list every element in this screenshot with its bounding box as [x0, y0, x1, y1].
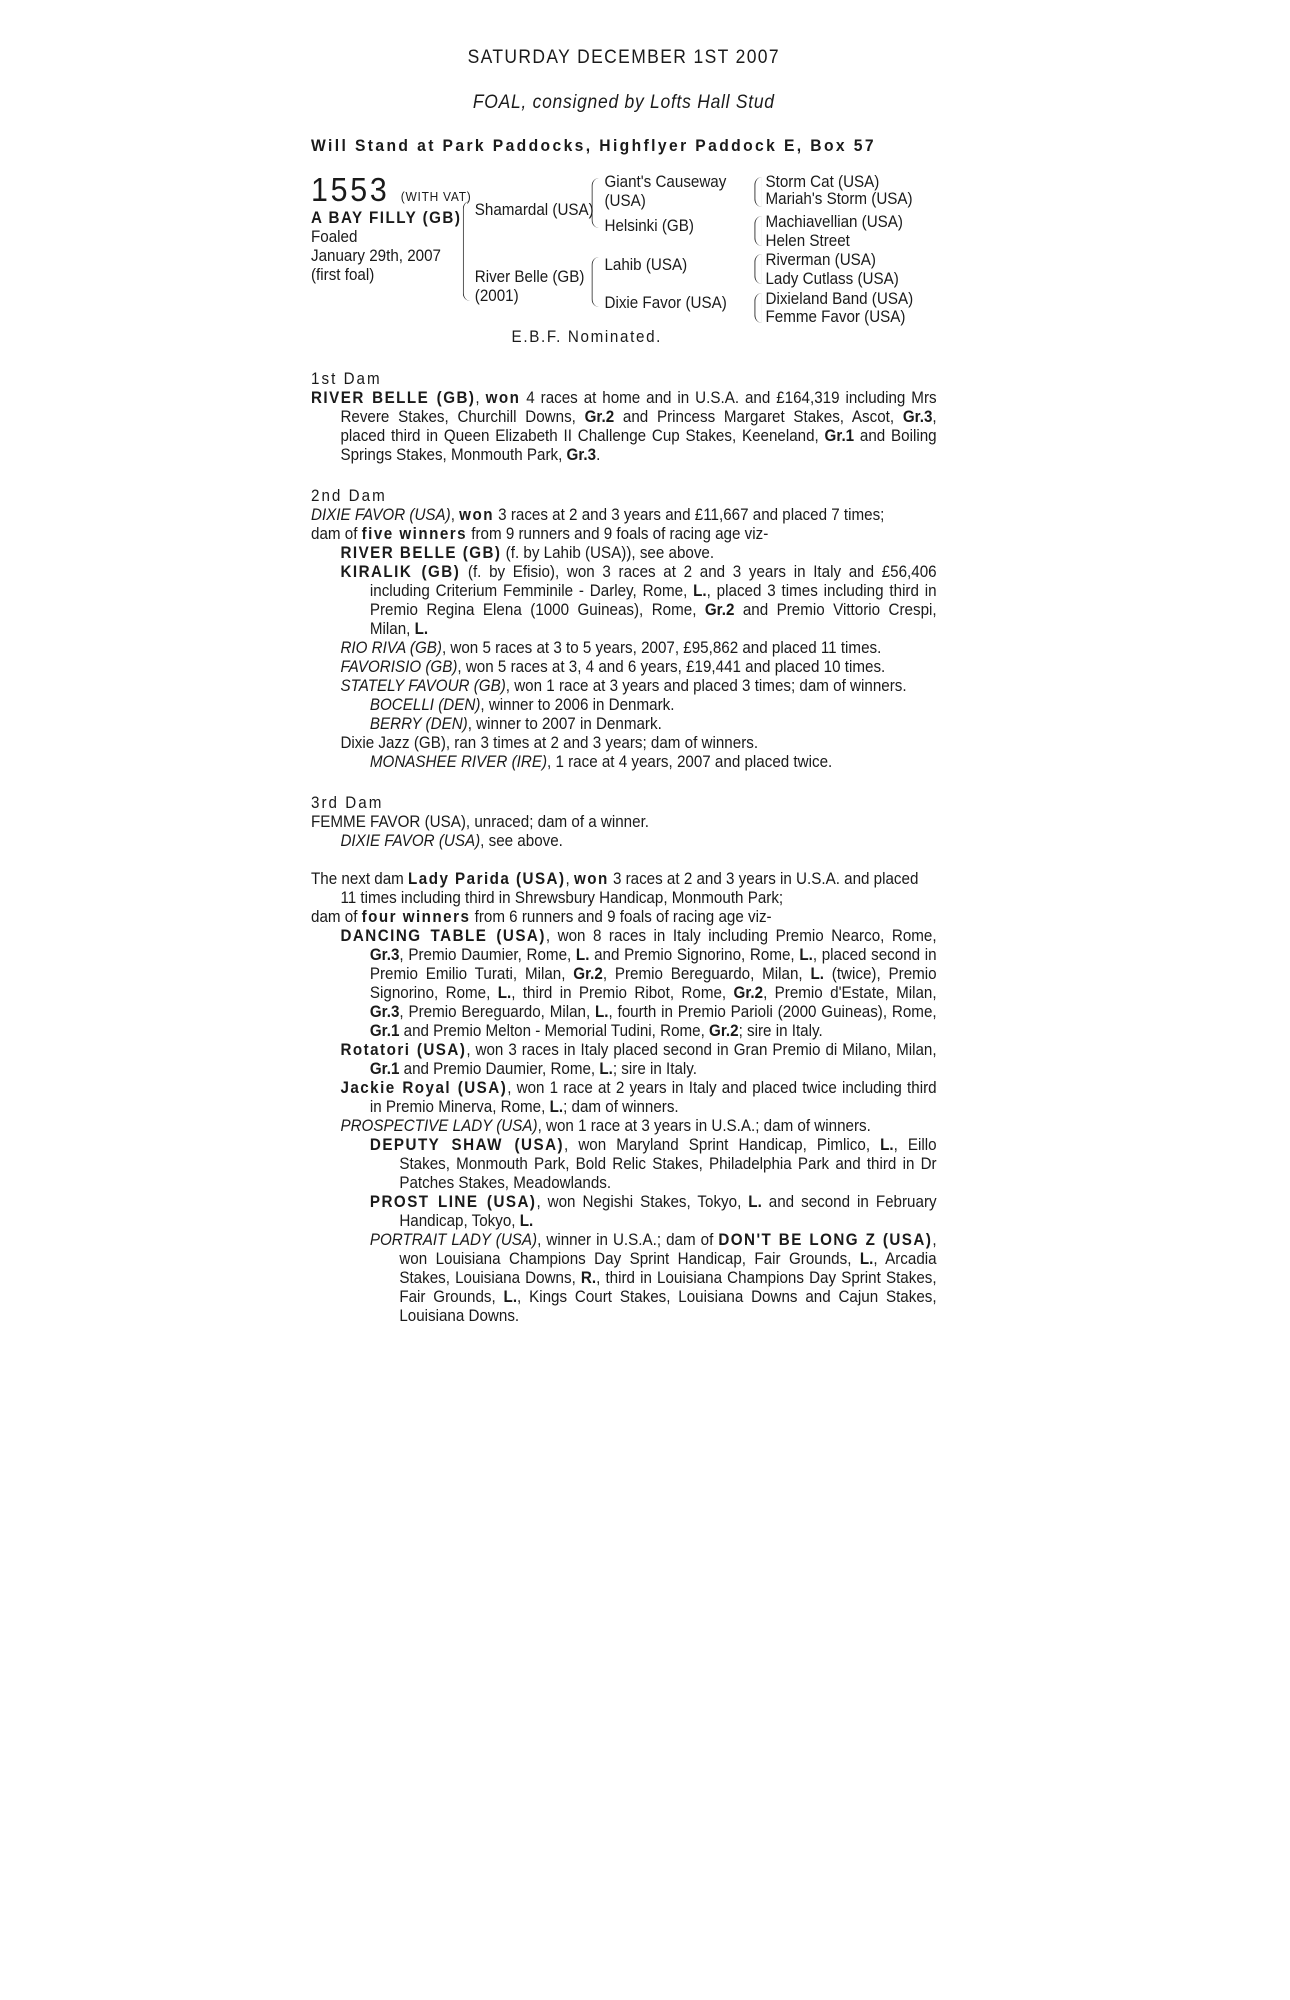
produce-entry	[311, 832, 937, 851]
pedigree-table	[311, 173, 937, 348]
text: ; sire in Italy.	[612, 1060, 697, 1078]
horse-name: MONASHEE RIVER (IRE)	[369, 753, 548, 771]
text: , third in Premio Ribot, Rome,	[511, 984, 734, 1002]
second-dam-produce-summary	[311, 525, 937, 544]
text: and Princess Margaret Stakes, Ascot,	[614, 408, 903, 426]
first-dam-name: RIVER BELLE (GB)	[311, 389, 476, 407]
grade: L.	[799, 946, 813, 964]
won-label: won	[485, 389, 521, 407]
text: The next dam	[311, 870, 409, 888]
text: and Premio Signorino, Rome,	[589, 946, 800, 964]
text: , Arcadia Stakes, Louisiana Downs,	[399, 1250, 937, 1287]
text: , Premio d'Estate, Milan,	[763, 984, 937, 1002]
text: ,	[565, 870, 574, 888]
text: , won Maryland Sprint Handicap, Pimlico,	[564, 1136, 881, 1154]
grade: L.	[575, 946, 590, 964]
horse-name: PORTRAIT LADY (USA)	[369, 1231, 538, 1249]
horse-name: PROST LINE (USA)	[369, 1193, 537, 1211]
text: (f. by Lahib (USA)), see above.	[501, 544, 715, 562]
text: , Premio Daumier, Rome,	[399, 946, 576, 964]
lot-number-value: 1553	[311, 171, 390, 208]
produce-entry	[311, 1041, 937, 1079]
text: , won 8 races in Italy including Premio Nearco, Rome,	[545, 927, 937, 945]
grade: Gr.2	[704, 601, 735, 619]
brace-sire	[592, 178, 600, 228]
grade: L.	[880, 1136, 894, 1154]
text: , Eillo Stakes, Monmouth Park, Bold Relic Stakes, Philadelphia Park and third in Dr Patches Stakes, Meadowlands.	[399, 1136, 937, 1192]
text: (twice), Premio Signorino, Rome,	[369, 965, 937, 1002]
text: and second in February Handicap, Tokyo,	[399, 1193, 937, 1230]
grade: Gr.1	[369, 1060, 400, 1078]
horse-name: Lady Parida (USA)	[408, 870, 566, 888]
text: , Premio Bereguardo, Milan,	[399, 1003, 595, 1021]
dam-dam: Dixie Favor (USA)	[604, 294, 727, 312]
horse-name: RIO RIVA (GB)	[340, 639, 442, 657]
text: 4 races at home and in U.S.A. and £164,319 including Mrs Revere Stakes, Churchill Downs,	[340, 389, 937, 426]
grade: L.	[414, 620, 429, 638]
text: , won 1 race at 2 years in Italy and placed twice including third in Premio Minerva, Rome,	[369, 1079, 937, 1116]
winners-count: five winners	[361, 525, 468, 543]
horse-name: DIXIE FAVOR (USA)	[340, 832, 481, 850]
brace-dam	[592, 257, 600, 307]
grade: L.	[599, 1060, 613, 1078]
text: .	[596, 446, 601, 464]
produce-entry	[311, 927, 937, 1041]
text: dam of	[311, 525, 362, 543]
next-dam-intro	[311, 870, 937, 908]
horse-name: DEPUTY SHAW (USA)	[369, 1136, 565, 1154]
grade: Gr.2	[584, 408, 615, 426]
text: , won 5 races at 3 to 5 years, 2007, £95,862 and placed 11 times.	[441, 639, 882, 657]
horse-name: FAVORISIO (GB)	[340, 658, 458, 676]
grade: Gr.3	[902, 408, 933, 426]
text: and Premio Daumier, Rome,	[399, 1060, 600, 1078]
next-dam-produce-summary	[311, 908, 937, 927]
produce-entry	[311, 1079, 937, 1117]
grade: Gr.2	[573, 965, 603, 983]
lot-description: A BAY FILLY (GB)	[311, 209, 462, 227]
first-foal-note: (first foal)	[311, 266, 375, 284]
text: 3 races at 2 and 3 years and £11,667 and placed 7 times;	[493, 506, 885, 524]
text: , placed third in Queen Elizabeth II Challenge Cup Stakes, Keeneland,	[340, 408, 937, 445]
text: , won 1 race at 3 years and placed 3 times; dam of winners.	[505, 677, 907, 695]
produce-entry	[311, 1117, 937, 1136]
produce-sub-entry	[311, 696, 937, 715]
produce-sub-entry	[311, 1231, 937, 1326]
second-dam-title: 2nd Dam	[311, 487, 387, 505]
text: , winner to 2007 in Denmark.	[467, 715, 662, 733]
text: and Premio Melton - Memorial Tudini, Rome,	[399, 1022, 710, 1040]
brace-ds	[754, 254, 761, 284]
text: , won Louisiana Champions Day Sprint Handicap, Fair Grounds,	[399, 1231, 937, 1268]
sss-name: Storm Cat (USA)	[765, 173, 880, 191]
produce-entry	[311, 544, 937, 563]
brace-ss	[754, 177, 761, 207]
text: , placed second in Premio Emilio Turati, Milan,	[369, 946, 937, 983]
text: from 6 runners and 9 foals of racing age viz-	[470, 908, 772, 926]
sire-name: Shamardal (USA)	[474, 201, 594, 219]
spacer	[311, 851, 937, 870]
dam-sire: Lahib (USA)	[604, 256, 688, 274]
text: ; dam of winners.	[563, 1098, 679, 1116]
produce-sub-entry	[311, 753, 937, 772]
ddd-name: Femme Favor (USA)	[765, 308, 906, 326]
second-dam-name: DIXIE FAVOR (USA)	[311, 506, 451, 524]
text: , fourth in Premio Parioli (2000 Guineas), Rome,	[608, 1003, 937, 1021]
horse-name: DANCING TABLE (USA)	[340, 927, 546, 945]
grade: L.	[549, 1098, 564, 1116]
text: from 9 runners and 9 foals of racing age viz-	[467, 525, 769, 543]
grade: L.	[503, 1288, 518, 1306]
foaled-date: January 29th, 2007	[311, 247, 441, 265]
horse-name: DON'T BE LONG Z (USA)	[718, 1231, 933, 1249]
text: 3 races at 2 and 3 years in U.S.A. and placed 11 times including third in Shrewsbury Handicap, Monmouth Park;	[340, 870, 919, 907]
text: dam of	[311, 908, 362, 926]
dam-year: (2001)	[474, 287, 519, 305]
lot-number	[311, 173, 471, 214]
first-dam-text: RIVER BELLE (GB), won 4 races at home and in U.S.A. and £164,319 including Mrs Revere Stakes, Churchill Downs, Gr.2 and Princess Margaret Stakes, Ascot, Gr.3, placed third in Queen Elizabeth II Challenge Cup Stakes, Keeneland, Gr.1 and Boiling Springs Stakes, Monmouth Park, Gr.3.	[311, 389, 937, 464]
text: , third in Louisiana Champions Day Sprint Stakes, Fair Grounds,	[399, 1269, 937, 1306]
grade: L.	[497, 984, 512, 1002]
sds-name: Machiavellian (USA)	[765, 213, 903, 231]
grade: R.	[580, 1269, 597, 1287]
winners-count: four winners	[361, 908, 471, 926]
horse-name: Jackie Royal (USA)	[340, 1079, 508, 1097]
produce-entry	[311, 658, 937, 677]
sire-sire: Giant's Causeway	[604, 173, 727, 191]
produce-sub-entry	[311, 1193, 937, 1231]
first-dam-title: 1st Dam	[311, 370, 382, 388]
produce-entry: Dixie Jazz (GB), ran 3 times at 2 and 3 years; dam of winners.	[340, 734, 759, 752]
brace-main	[463, 201, 471, 301]
text: , won 3 races in Italy placed second in Gran Premio di Milano, Milan,	[466, 1041, 937, 1059]
text: , 1 race at 4 years, 2007 and placed twice.	[547, 753, 833, 771]
grade: L.	[859, 1250, 874, 1268]
text: (f. by Efisio), won 3 races at 2 and 3 years in Italy and £56,406 including Criterium Femminile - Darley, Rome,	[369, 563, 937, 600]
stand-location: Will Stand at Park Paddocks, Highflyer Paddock E, Box 57	[311, 136, 876, 155]
dss-name: Riverman (USA)	[765, 251, 876, 269]
sire-dam: Helsinki (GB)	[604, 217, 694, 235]
horse-name: Rotatori (USA)	[340, 1041, 467, 1059]
brace-sd	[754, 216, 761, 246]
grade: Gr.2	[733, 984, 764, 1002]
grade: Gr.2	[709, 1022, 739, 1040]
grade: L.	[748, 1193, 762, 1211]
text: and Premio Vittorio Crespi, Milan,	[369, 601, 937, 638]
text: ; sire in Italy.	[738, 1022, 823, 1040]
text: and Boiling Springs Stakes, Monmouth Park,	[340, 427, 937, 464]
grade: L.	[594, 1003, 609, 1021]
second-dam-intro: DIXIE FAVOR (USA), won 3 races at 2 and 3 years and £11,667 and placed 7 times;	[311, 506, 885, 524]
text: , winner in U.S.A.; dam of	[537, 1231, 719, 1249]
produce-sub-entry	[311, 1136, 937, 1193]
ssd-name: Mariah's Storm (USA)	[765, 190, 913, 208]
grade: Gr.3	[369, 946, 400, 964]
third-dam-title: 3rd Dam	[311, 794, 384, 812]
produce-entry	[311, 563, 937, 639]
produce-entry	[311, 677, 937, 696]
brace-dd	[754, 293, 761, 323]
text: , see above.	[480, 832, 563, 850]
text: , placed 3 times including third in Premio Regina Elena (1000 Guineas), Rome,	[369, 582, 937, 619]
horse-name: STATELY FAVOUR (GB)	[340, 677, 506, 695]
foaled-label: Foaled	[311, 228, 358, 246]
text: , Premio Bereguardo, Milan,	[602, 965, 811, 983]
produce-sub-entry	[311, 715, 937, 734]
grade: L.	[810, 965, 824, 983]
horse-name: RIVER BELLE (GB)	[340, 544, 502, 562]
sale-date: SATURDAY DECEMBER 1ST 2007	[467, 47, 781, 68]
won-label: won	[573, 870, 609, 888]
text: , won 1 race at 3 years in U.S.A.; dam of winners.	[537, 1117, 871, 1135]
third-dam-text: FEMME FAVOR (USA), unraced; dam of a winner.	[311, 813, 650, 831]
dds-name: Dixieland Band (USA)	[765, 290, 914, 308]
horse-name: BERRY (DEN)	[369, 715, 468, 733]
consignment-line: FOAL, consigned by Lofts Hall Stud	[472, 92, 775, 113]
catalogue-page	[311, 48, 937, 1326]
text: , winner to 2006 in Denmark.	[480, 696, 675, 714]
ebf-nomination: E.B.F. Nominated.	[511, 328, 663, 346]
grade: Gr.3	[566, 446, 597, 464]
grade: L.	[693, 582, 707, 600]
sdd-name: Helen Street	[765, 232, 850, 250]
text: , Kings Court Stakes, Louisiana Downs and Cajun Stakes, Louisiana Downs.	[399, 1288, 937, 1325]
horse-name: KIRALIK (GB)	[340, 563, 461, 581]
vat-note: (WITH VAT)	[400, 189, 472, 204]
dam-name: River Belle (GB)	[474, 268, 585, 286]
grade: L.	[519, 1212, 534, 1230]
horse-name: PROSPECTIVE LADY (USA)	[340, 1117, 538, 1135]
produce-entry	[311, 639, 937, 658]
grade: Gr.1	[824, 427, 855, 445]
grade: Gr.1	[369, 1022, 400, 1040]
text: , won 5 races at 3, 4 and 6 years, £19,441 and placed 10 times.	[457, 658, 886, 676]
grade: Gr.3	[369, 1003, 400, 1021]
won-label: won	[459, 506, 494, 524]
text: , won Negishi Stakes, Tokyo,	[536, 1193, 749, 1211]
dsd-name: Lady Cutlass (USA)	[765, 270, 899, 288]
sire-sire-country: (USA)	[604, 192, 646, 210]
horse-name: BOCELLI (DEN)	[369, 696, 481, 714]
